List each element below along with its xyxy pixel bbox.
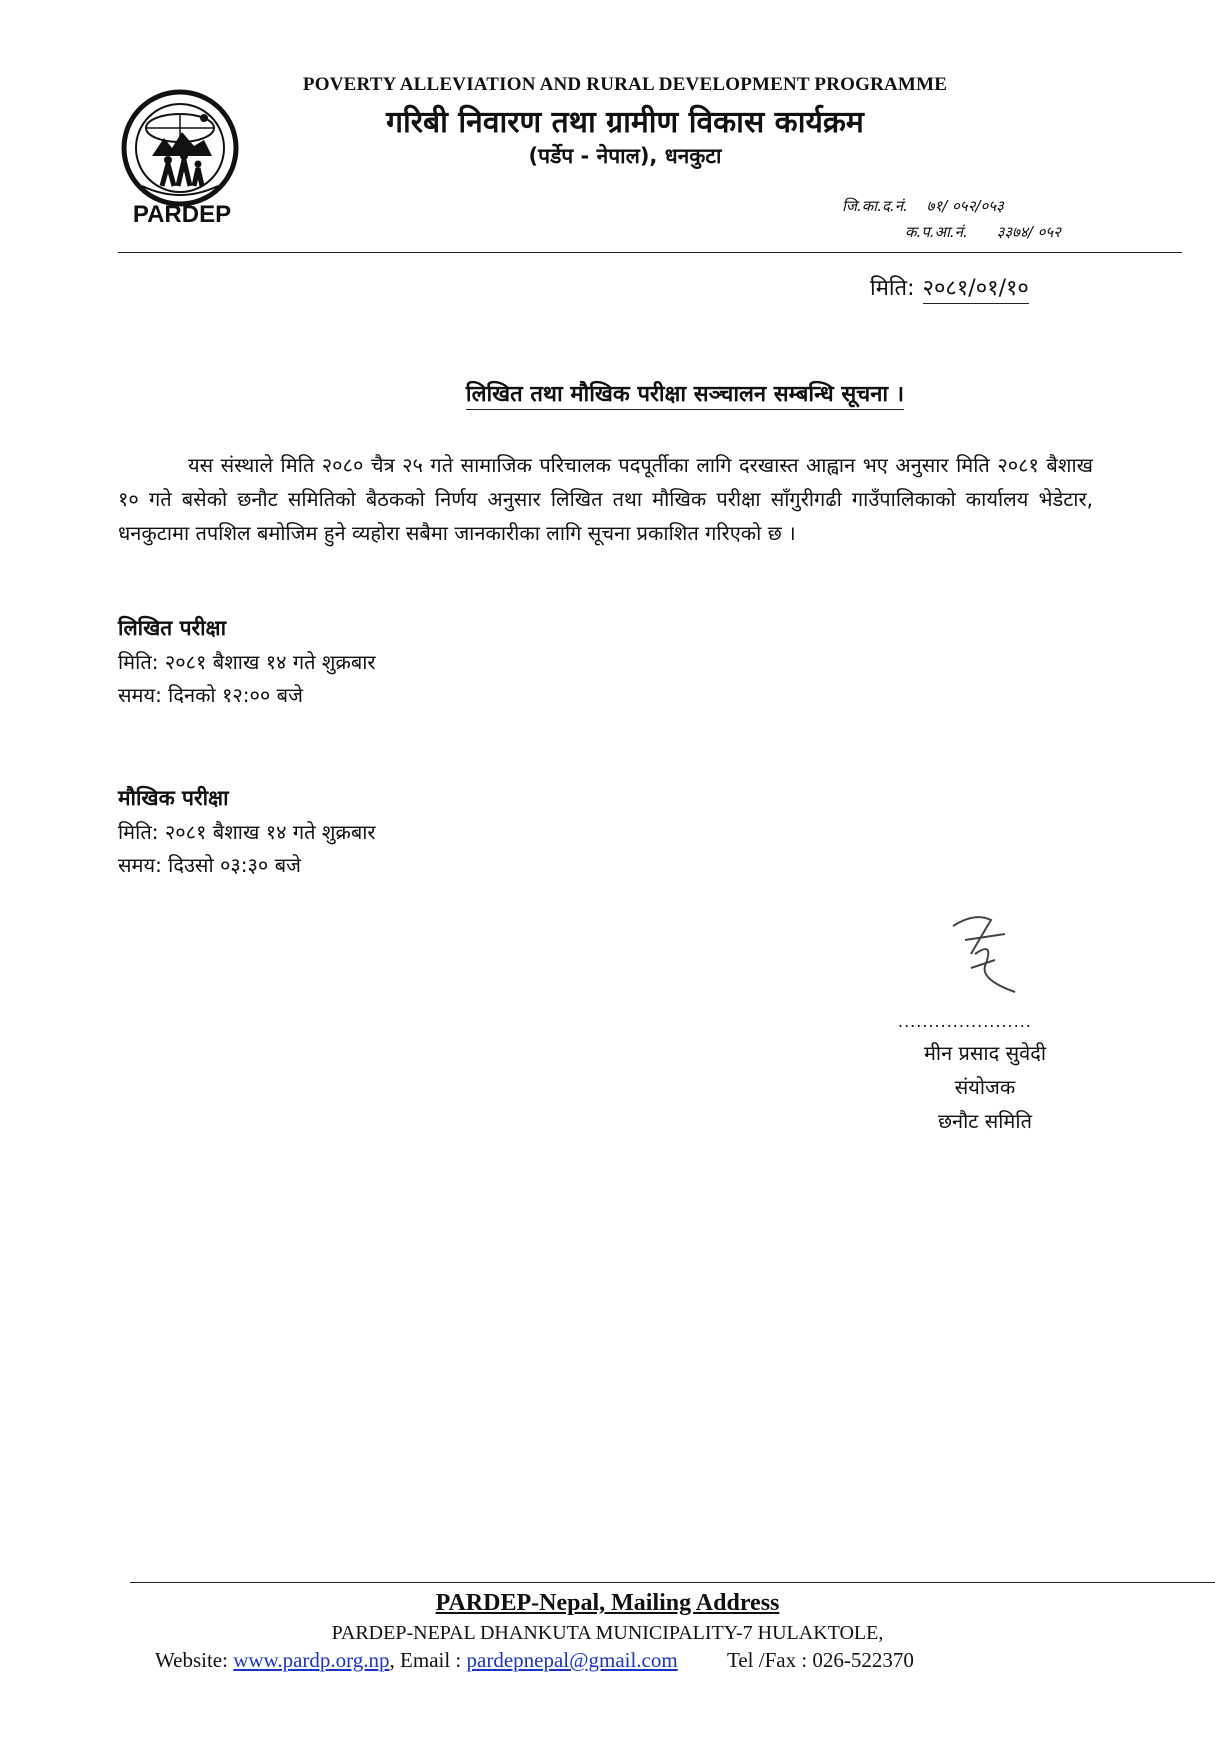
- footer-address: PARDEP-NEPAL DHANKUTA MUNICIPALITY-7 HULAKTOLE,: [331, 1622, 884, 1644]
- written-exam-time: समय: दिनको १२:०० बजे: [118, 683, 303, 707]
- notice-title-wrap: [0, 378, 1215, 408]
- email-label: , Email :: [389, 1648, 462, 1672]
- oral-exam-section: [118, 784, 376, 878]
- registration-line-1: [842, 196, 1182, 216]
- header-divider: [118, 252, 1182, 253]
- signatory-committee: छनौट समिति: [938, 1109, 1032, 1133]
- tel-fax: Tel /Fax : 026-522370: [726, 1648, 914, 1672]
- logo-emblem-icon: [112, 86, 252, 226]
- date-label: मिति:: [870, 276, 915, 301]
- reg-label-1: जि.का.द.नं.: [842, 197, 908, 215]
- website-label: Website:: [155, 1648, 228, 1672]
- oral-exam-date: मिति: २०८१ बैशाख १४ गते शुक्रबार: [118, 820, 376, 844]
- written-exam-section: [118, 614, 376, 708]
- notice-body: यस संस्थाले मिति २०८० चैत्र २५ गते सामाजिक परिचालक पदपूर्तीका लागि दरखास्त आह्वान भए अनुसार मिति २०८१ बैशाख १० गते बसेको छनौट समितिको बैठकको निर्णय अनुसार लिखित तथा मौखिक परीक्षा साँगुरीगढी गाउँपालिकाको कार्यालय भेडेटार, धनकुटामा तपशिल बमोजिम हुने व्यहोरा सबैमा जानकारीका लागि सूचना प्रकाशित गरिएको छ ।: [118, 453, 1093, 545]
- notice-title: लिखित तथा मौखिक परीक्षा सञ्चालन सम्बन्धि सूचना ।: [466, 382, 904, 410]
- org-subtitle: (पर्डेप - नेपाल), धनकुटा: [528, 144, 722, 168]
- notice-date: [870, 272, 1029, 302]
- reg-label-2: क.प.आ.नं.: [905, 223, 968, 241]
- website-link[interactable]: www.pardp.org.np: [233, 1648, 390, 1672]
- written-exam-heading: लिखित परीक्षा: [118, 616, 227, 640]
- reg-value-2: ३३७४/ ०५२: [996, 223, 1061, 241]
- oral-exam-heading: मौखिक परीक्षा: [118, 786, 229, 810]
- org-logo: [112, 86, 252, 226]
- reg-value-1: ७१/ ०५२/०५३: [926, 197, 1004, 215]
- footer-title: [0, 1590, 1215, 1617]
- email-link[interactable]: pardepnepal@gmail.com: [466, 1648, 678, 1672]
- footer-title-text: PARDEP-Nepal, Mailing Address: [435, 1590, 780, 1616]
- oral-exam-time: समय: दिउसो ०३:३० बजे: [118, 853, 301, 877]
- signature-icon: [935, 910, 1065, 1000]
- registration-line-2: [905, 222, 1105, 242]
- date-value: २०८१/०१/१०: [923, 276, 1029, 304]
- footer-divider: [130, 1582, 1215, 1583]
- signature-dots: ......................: [898, 1012, 1032, 1031]
- written-exam-date: मिति: २०८१ बैशाख १४ गते शुक्रबार: [118, 650, 376, 674]
- signatory-role: संयोजक: [954, 1075, 1016, 1099]
- logo-text: PARDEP: [132, 201, 232, 226]
- org-name-nepali: गरिबी निवारण तथा ग्रामीण विकास कार्यक्रम: [386, 105, 864, 140]
- signature-image: [935, 910, 1065, 1000]
- signatory-block: [890, 1036, 1080, 1138]
- footer-contact: [155, 1648, 1155, 1673]
- org-name-english: POVERTY ALLEVIATION AND RURAL DEVELOPMENT PROGRAMME: [302, 74, 948, 95]
- signatory-name: मीन प्रसाद सुवेदी: [923, 1041, 1047, 1065]
